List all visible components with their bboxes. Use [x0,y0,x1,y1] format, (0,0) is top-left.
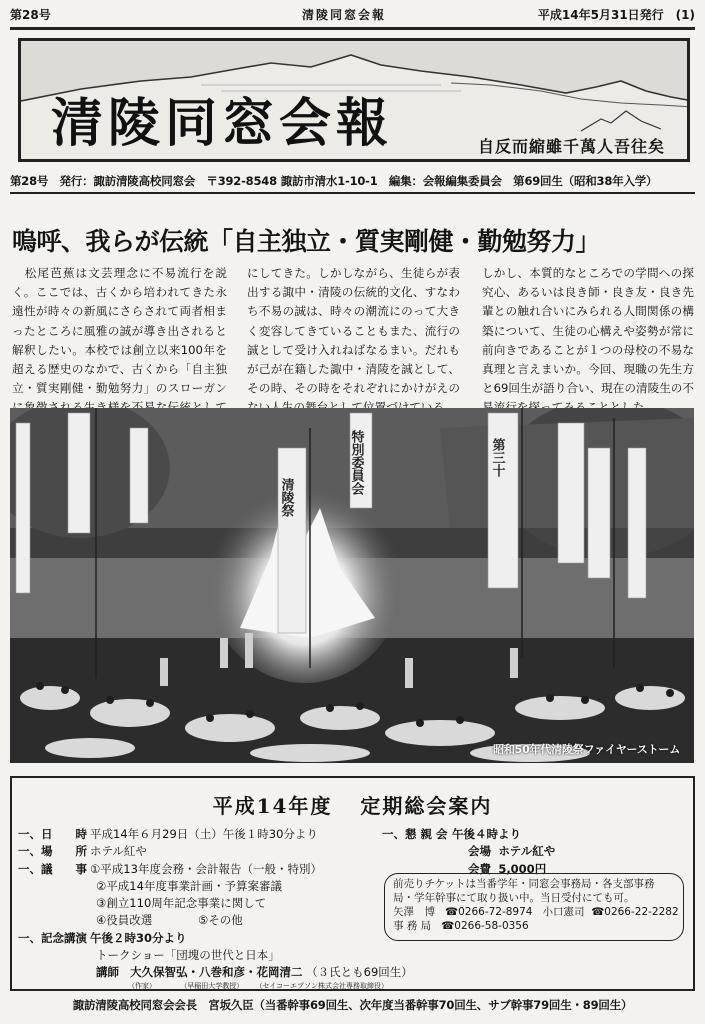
masthead-motto: 自反而縮雖千萬人吾往矣 [474,134,669,157]
speaker-affiliations: （作家） （早稲田大学教授） （セイコーエプソン株式会社専務取締役） [128,981,388,990]
photo-image [10,408,694,763]
agenda-item-3: ③創立110周年記念事業に関して [96,896,267,911]
social-gathering [382,826,687,878]
ticket-text: 前売りチケットは当番学年・同窓会事務局・各支部事務局・学年幹事にて取り扱い中。当日受付にても可。 [393,878,655,904]
notice-title [12,790,693,819]
article-column-1: 松尾芭蕉は文芸理念に不易流行を説く。ここでは、古くから培われてきた永遠性が時々の新風にさらされて両者相まったところに風雅の誠が導き出されると解釈したい。本校では創立以来100年を超える歴史のなかで、古くから「自主独立・質実剛健・勤勉努力」のスローガン [12,266,227,396]
agenda-item-4-5: ④役員改選 ⑤その他 [96,913,243,928]
notice-title-main: 定期総会案内 [360,794,493,818]
notice-item-place: 一、場 所 ホテル紅や [18,844,147,859]
talk-show-title: トークショー「団塊の世代と日本」 [96,948,280,963]
top-strip [10,6,695,24]
ticket-info [384,873,684,941]
social-key: 一、懇 親 会 [382,827,448,841]
banner-text-3: 第三十 [489,438,505,477]
notice-title-year: 平成14年度 [212,794,333,818]
issue-date: 平成14年5月31日発行 (1) [537,8,695,22]
venue-value: ホテル紅や [498,844,556,859]
social-time: 午後４時より [452,827,521,841]
agenda-item-2: ②平成14年度事業計画・予算案審議 [96,878,282,893]
banner-text-1: 清陵祭 [278,478,294,517]
article-column-2: にしてきた。しかしながら、生徒らが表出する諏中・清陵の伝統的文化、すなわち不易の誠は、時々の潮流にのって大きく変容してきていることもまた、流行の誠として受け入れねばなるまい。だれもが己が在籍した諏中・清陵を誠として、その時、その時をそれぞれにかけがえの [247,266,460,396]
venue-label: 会場 [468,844,491,859]
notice-details [18,826,413,990]
fee-label: 会費 [468,861,491,876]
contact-line-2: 事 務 局 ☎0266-58-0356 [393,920,529,932]
general-meeting-notice [10,776,695,991]
publication-info: 第28号 発行：諏訪清陵高校同窓会 〒392-8548 諏訪市清水1-10-1 編集：会報編集委員会 第69回生（昭和38年入学） [10,174,658,188]
notice-item-date: 一、日 時 平成14年６月29日（土）午後１時30分より [18,827,318,841]
article-column-3: しかし、本質的なところでの学問への探究心、あるいは良き師・良き友・良き先輩との触れ合いにみられる人間関係の構築について、生徒の心構えや姿勢が常に前向きであることが１つの母校の不易な真理と言えまいか。今回、現職の先生方と69回生が語り合い、現在の清陵生の不 [482,266,694,396]
notice-item-agenda: 一、議 事 ①平成13年度会務・会計報告（一般・特別） [18,861,322,876]
speakers-line: 講師 大久保智弘・八巻和彦・花岡清二 （３氏とも69回生） [96,965,413,980]
fee-value: 5,000円 [498,861,547,876]
headline: 嗚呼、我らが伝統「自主独立・質実剛健・勤勉努力」 [12,227,601,256]
masthead-title: 清陵同窓会報 [51,93,394,154]
top-rule [10,27,695,30]
issue-number: 第28号 [10,8,51,22]
info-rule [10,192,695,194]
paper-name: 清陵同窓会報 [302,8,387,22]
fire-storm-photo [10,408,694,763]
photo-caption: 昭和50年代清陵祭ファイヤーストーム [493,743,680,756]
masthead [18,38,690,162]
banner-text-2: 特別委員会 [348,430,364,495]
notice-footer: 諏訪清陵高校同窓会会長 宮坂久臣（当番幹事69回生、次年度当番幹事70回生、サブ幹事79回生・89回生） [72,998,633,1012]
notice-item-lecture: 一、記念講演 午後２時30分より [18,930,187,945]
contact-line-1: 矢澤 博 ☎0266-72-8974 小口憲司 ☎0266-22-2282 [393,906,679,918]
